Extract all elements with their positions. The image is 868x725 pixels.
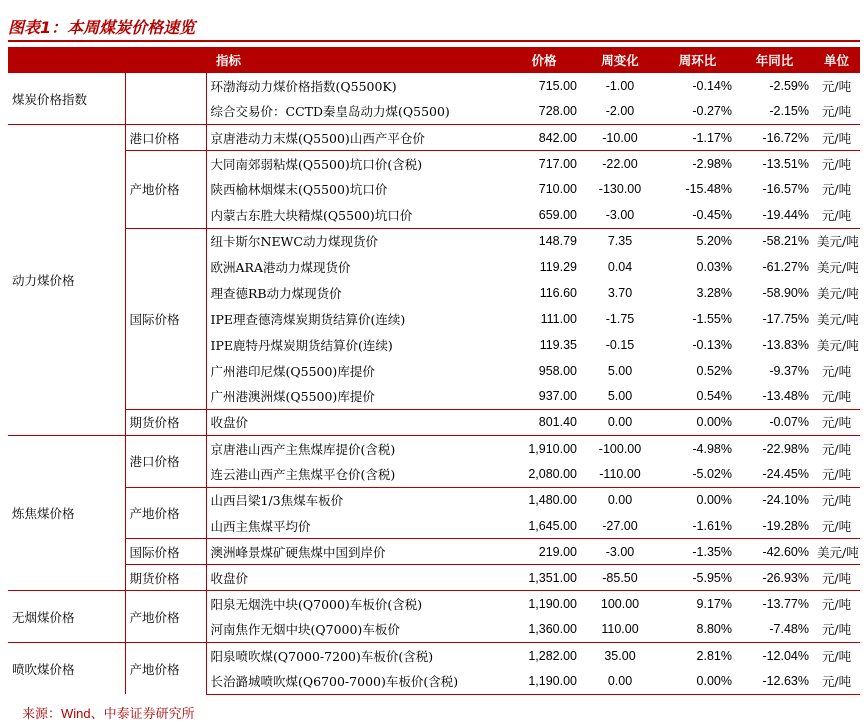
indicator-cell: 大同南郊弱粘煤(Q5500)坑口价(含税) <box>206 151 507 177</box>
unit-cell: 元/吨 <box>821 104 852 120</box>
unit-cell: 元/吨 <box>821 389 852 405</box>
header-price: 价格 <box>507 47 581 73</box>
price-cell: 1,190.00 <box>507 591 581 617</box>
category-cell: 炼焦煤价格 <box>8 435 125 590</box>
indicator-cell: 长治潞城喷吹煤(Q6700-7000)车板价(含税) <box>206 668 507 694</box>
header-wow-pct: 周环比 <box>659 47 736 73</box>
price-cell: 1,645.00 <box>528 518 577 533</box>
indicator-cell: 陕西榆林烟煤末(Q5500)坑口价 <box>206 176 507 202</box>
yoy-cell: -13.48% <box>762 389 809 404</box>
wow-pct-cell: -5.02% <box>692 466 732 481</box>
price-cell: 116.60 <box>539 285 577 300</box>
wow-change-cell: -1.00 <box>581 73 659 99</box>
wow-pct-cell: 0.54% <box>696 389 732 404</box>
yoy-cell: -7.48% <box>769 622 809 637</box>
indicator-cell: IPE理查德湾煤炭期货结算价(连续) <box>206 306 507 332</box>
unit-cell: 元/吨 <box>821 182 852 198</box>
price-cell: 1,910.00 <box>507 435 581 461</box>
wow-pct-cell: 0.00% <box>659 409 736 435</box>
wow-pct-cell: 0.00% <box>659 487 736 513</box>
indicator-cell: 连云港山西产主焦煤平仓价(含税) <box>206 461 507 487</box>
price-cell: 1,190.00 <box>507 668 581 694</box>
wow-change-cell: -3.00 <box>581 539 659 565</box>
wow-change-cell: -0.15 <box>605 337 635 352</box>
yoy-cell: -58.21% <box>736 228 813 254</box>
price-cell: 148.79 <box>507 228 581 254</box>
wow-pct-cell: -5.95% <box>659 565 736 591</box>
wow-pct-cell: 3.28% <box>696 285 732 300</box>
wow-pct-cell: 9.17% <box>659 591 736 617</box>
category-cell: 动力煤价格 <box>8 125 125 436</box>
wow-pct-cell: -0.14% <box>659 73 736 99</box>
unit-cell: 元/吨 <box>813 668 860 694</box>
yoy-cell: -17.75% <box>762 311 809 326</box>
indicator-cell: 阳泉喷吹煤(Q7000-7200)车板价(含税) <box>206 642 507 668</box>
subcategory-cell: 产地价格 <box>125 487 206 539</box>
wow-change-cell: -22.00 <box>581 151 659 177</box>
indicator-cell: 京唐港动力末煤(Q5500)山西产平仓价 <box>206 125 507 151</box>
price-cell: 2,080.00 <box>528 466 577 481</box>
wow-change-cell: 0.00 <box>581 487 659 513</box>
wow-pct-cell: 0.52% <box>696 363 732 378</box>
yoy-cell: -58.90% <box>762 285 809 300</box>
wow-pct-cell: -0.27% <box>692 104 732 119</box>
unit-cell: 美元/吨 <box>813 539 860 565</box>
price-cell: 728.00 <box>538 104 577 119</box>
yoy-cell: -19.44% <box>762 208 809 223</box>
source-wind: Wind <box>61 706 91 721</box>
price-cell: 1,351.00 <box>507 565 581 591</box>
wow-pct-cell: -15.48% <box>685 182 732 197</box>
subcategory-cell: 期货价格 <box>125 409 206 435</box>
source-suffix: 、中泰证券研究所 <box>90 707 195 722</box>
unit-cell: 元/吨 <box>813 151 860 177</box>
subcategory-cell <box>125 73 206 125</box>
yoy-cell: -16.72% <box>736 125 813 151</box>
table-row <box>8 435 860 461</box>
unit-cell: 美元/吨 <box>813 228 860 254</box>
price-cell: 119.35 <box>539 337 577 352</box>
page-title: 图表1：本周煤炭价格速览 <box>8 18 196 37</box>
wow-change-cell: 110.00 <box>601 622 639 637</box>
unit-cell: 元/吨 <box>813 642 860 668</box>
subcategory-cell: 国际价格 <box>125 228 206 409</box>
table-body <box>8 73 860 694</box>
indicator-cell: 山西主焦煤平均价 <box>206 513 507 539</box>
wow-change-cell: 3.70 <box>607 285 633 300</box>
source-prefix: 来源： <box>22 707 62 722</box>
yoy-cell: -13.83% <box>762 337 809 352</box>
wow-change-cell: -2.00 <box>605 104 635 119</box>
header-indicator: 指标 <box>206 47 507 73</box>
subcategory-cell: 期货价格 <box>125 565 206 591</box>
wow-change-cell: 0.00 <box>581 668 659 694</box>
yoy-cell: -19.28% <box>762 518 809 533</box>
yoy-cell: -24.10% <box>736 487 813 513</box>
price-cell: 1,282.00 <box>507 642 581 668</box>
wow-change-cell: 100.00 <box>581 591 659 617</box>
unit-cell: 元/吨 <box>813 435 860 461</box>
table-row <box>8 591 860 617</box>
wow-change-cell: -130.00 <box>598 182 642 197</box>
yoy-cell: -9.37% <box>769 363 809 378</box>
yoy-cell: -24.45% <box>762 466 809 481</box>
unit-cell: 元/吨 <box>813 125 860 151</box>
unit-cell: 美元/吨 <box>817 285 859 301</box>
wow-change-cell: 5.00 <box>607 363 633 378</box>
indicator-cell: 山西吕梁1/3焦煤车板价 <box>206 487 507 513</box>
yoy-cell: -22.98% <box>736 435 813 461</box>
price-cell: 715.00 <box>507 73 581 99</box>
unit-cell: 美元/吨 <box>817 337 859 353</box>
yoy-cell: -2.59% <box>736 73 813 99</box>
subcategory-cell: 产地价格 <box>125 151 206 229</box>
indicator-cell: 欧洲ARA港动力煤现货价 <box>206 254 507 280</box>
price-cell: 1,480.00 <box>507 487 581 513</box>
indicator-cell: 内蒙古东胜大块精煤(Q5500)坑口价 <box>206 202 507 228</box>
indicator-cell: 理查德RB动力煤现货价 <box>206 280 507 306</box>
source-note <box>22 703 195 722</box>
indicator-cell: 广州港印尼煤(Q5500)库提价 <box>206 358 507 384</box>
unit-cell: 美元/吨 <box>817 260 859 276</box>
table-row <box>8 73 860 99</box>
yoy-cell: -12.63% <box>736 668 813 694</box>
indicator-cell: 广州港澳洲煤(Q5500)库提价 <box>206 384 507 410</box>
wow-change-cell: 5.00 <box>607 389 633 404</box>
yoy-cell: -26.93% <box>736 565 813 591</box>
unit-cell: 元/吨 <box>821 622 852 638</box>
header-yoy: 年同比 <box>736 47 813 73</box>
wow-change-cell: -100.00 <box>581 435 659 461</box>
indicator-cell: 收盘价 <box>206 409 507 435</box>
yoy-cell: -13.77% <box>736 591 813 617</box>
table-row <box>8 125 860 151</box>
wow-pct-cell: 5.20% <box>659 228 736 254</box>
unit-cell: 元/吨 <box>813 409 860 435</box>
yoy-cell: -13.51% <box>736 151 813 177</box>
price-cell: 659.00 <box>538 208 577 223</box>
yoy-cell: -16.57% <box>762 182 809 197</box>
price-cell: 842.00 <box>507 125 581 151</box>
price-cell: 119.29 <box>539 260 577 275</box>
wow-pct-cell: 0.00% <box>659 668 736 694</box>
wow-pct-cell: 8.80% <box>696 622 732 637</box>
indicator-cell: 综合交易价：CCTD秦皇岛动力煤(Q5500) <box>206 99 507 125</box>
table-row <box>8 539 860 565</box>
table-row <box>8 409 860 435</box>
wow-change-cell: -27.00 <box>602 518 638 533</box>
title-divider <box>8 40 860 42</box>
unit-cell: 元/吨 <box>821 363 852 379</box>
price-cell: 958.00 <box>538 363 577 378</box>
wow-pct-cell: -1.17% <box>659 125 736 151</box>
wow-pct-cell: 2.81% <box>659 642 736 668</box>
wow-pct-cell: -1.61% <box>692 518 732 533</box>
indicator-cell: 收盘价 <box>206 565 507 591</box>
indicator-cell: 澳洲峰景煤矿硬焦煤中国到岸价 <box>206 539 507 565</box>
yoy-cell: -2.15% <box>769 104 809 119</box>
header-wow-change: 周变化 <box>581 47 659 73</box>
wow-change-cell: 7.35 <box>581 228 659 254</box>
yoy-cell: -12.04% <box>736 642 813 668</box>
indicator-cell: 河南焦作无烟中块(Q7000)车板价 <box>206 617 507 643</box>
indicator-cell: 纽卡斯尔NEWC动力煤现货价 <box>206 228 507 254</box>
unit-cell: 元/吨 <box>813 73 860 99</box>
yoy-cell: -0.07% <box>736 409 813 435</box>
wow-change-cell: -85.50 <box>581 565 659 591</box>
wow-change-cell: -3.00 <box>605 208 635 223</box>
subcategory-cell: 产地价格 <box>125 591 206 643</box>
subcategory-cell: 产地价格 <box>125 642 206 694</box>
wow-pct-cell: -1.35% <box>659 539 736 565</box>
price-cell: 219.00 <box>507 539 581 565</box>
unit-cell: 元/吨 <box>821 208 852 224</box>
unit-cell: 元/吨 <box>813 565 860 591</box>
wow-change-cell: -10.00 <box>581 125 659 151</box>
subcategory-cell: 港口价格 <box>125 125 206 151</box>
unit-cell: 元/吨 <box>821 466 852 482</box>
price-cell: 111.00 <box>540 311 577 326</box>
category-cell: 煤炭价格指数 <box>8 73 125 125</box>
yoy-cell: -42.60% <box>736 539 813 565</box>
wow-change-cell: 0.04 <box>607 260 633 275</box>
indicator-cell: IPE鹿特丹煤炭期货结算价(连续) <box>206 332 507 358</box>
wow-change-cell: 0.00 <box>581 409 659 435</box>
header-category <box>8 47 125 73</box>
price-cell: 1,360.00 <box>528 622 577 637</box>
wow-pct-cell: 0.03% <box>696 260 732 275</box>
indicator-cell: 环渤海动力煤价格指数(Q5500K) <box>206 73 507 99</box>
table-row <box>8 487 860 513</box>
wow-change-cell: -110.00 <box>599 466 641 481</box>
unit-cell: 元/吨 <box>813 487 860 513</box>
table-row <box>8 228 860 254</box>
price-cell: 717.00 <box>507 151 581 177</box>
wow-pct-cell: -1.55% <box>692 311 732 326</box>
table-row <box>8 642 860 668</box>
price-cell: 801.40 <box>507 409 581 435</box>
unit-cell: 美元/吨 <box>817 311 859 327</box>
wow-pct-cell: -0.13% <box>692 337 732 352</box>
wow-pct-cell: -4.98% <box>659 435 736 461</box>
wow-change-cell: -1.75 <box>605 311 635 326</box>
wow-pct-cell: -0.45% <box>692 208 732 223</box>
yoy-cell: -61.27% <box>762 260 809 275</box>
subcategory-cell: 国际价格 <box>125 539 206 565</box>
table-row <box>8 151 860 177</box>
table-row <box>8 565 860 591</box>
subcategory-cell: 港口价格 <box>125 435 206 487</box>
unit-cell: 元/吨 <box>821 518 852 534</box>
indicator-cell: 京唐港山西产主焦煤库提价(含税) <box>206 435 507 461</box>
indicator-cell: 阳泉无烟洗中块(Q7000)车板价(含税) <box>206 591 507 617</box>
header-unit: 单位 <box>813 47 860 73</box>
header-subcategory <box>125 47 206 73</box>
category-cell: 无烟煤价格 <box>8 591 125 643</box>
header-row <box>8 47 860 73</box>
category-cell: 喷吹煤价格 <box>8 642 125 694</box>
wow-pct-cell: -2.98% <box>659 151 736 177</box>
wow-change-cell: 35.00 <box>581 642 659 668</box>
price-cell: 937.00 <box>538 389 577 404</box>
price-cell: 710.00 <box>538 182 577 197</box>
coal-price-table <box>8 47 860 695</box>
unit-cell: 元/吨 <box>813 591 860 617</box>
